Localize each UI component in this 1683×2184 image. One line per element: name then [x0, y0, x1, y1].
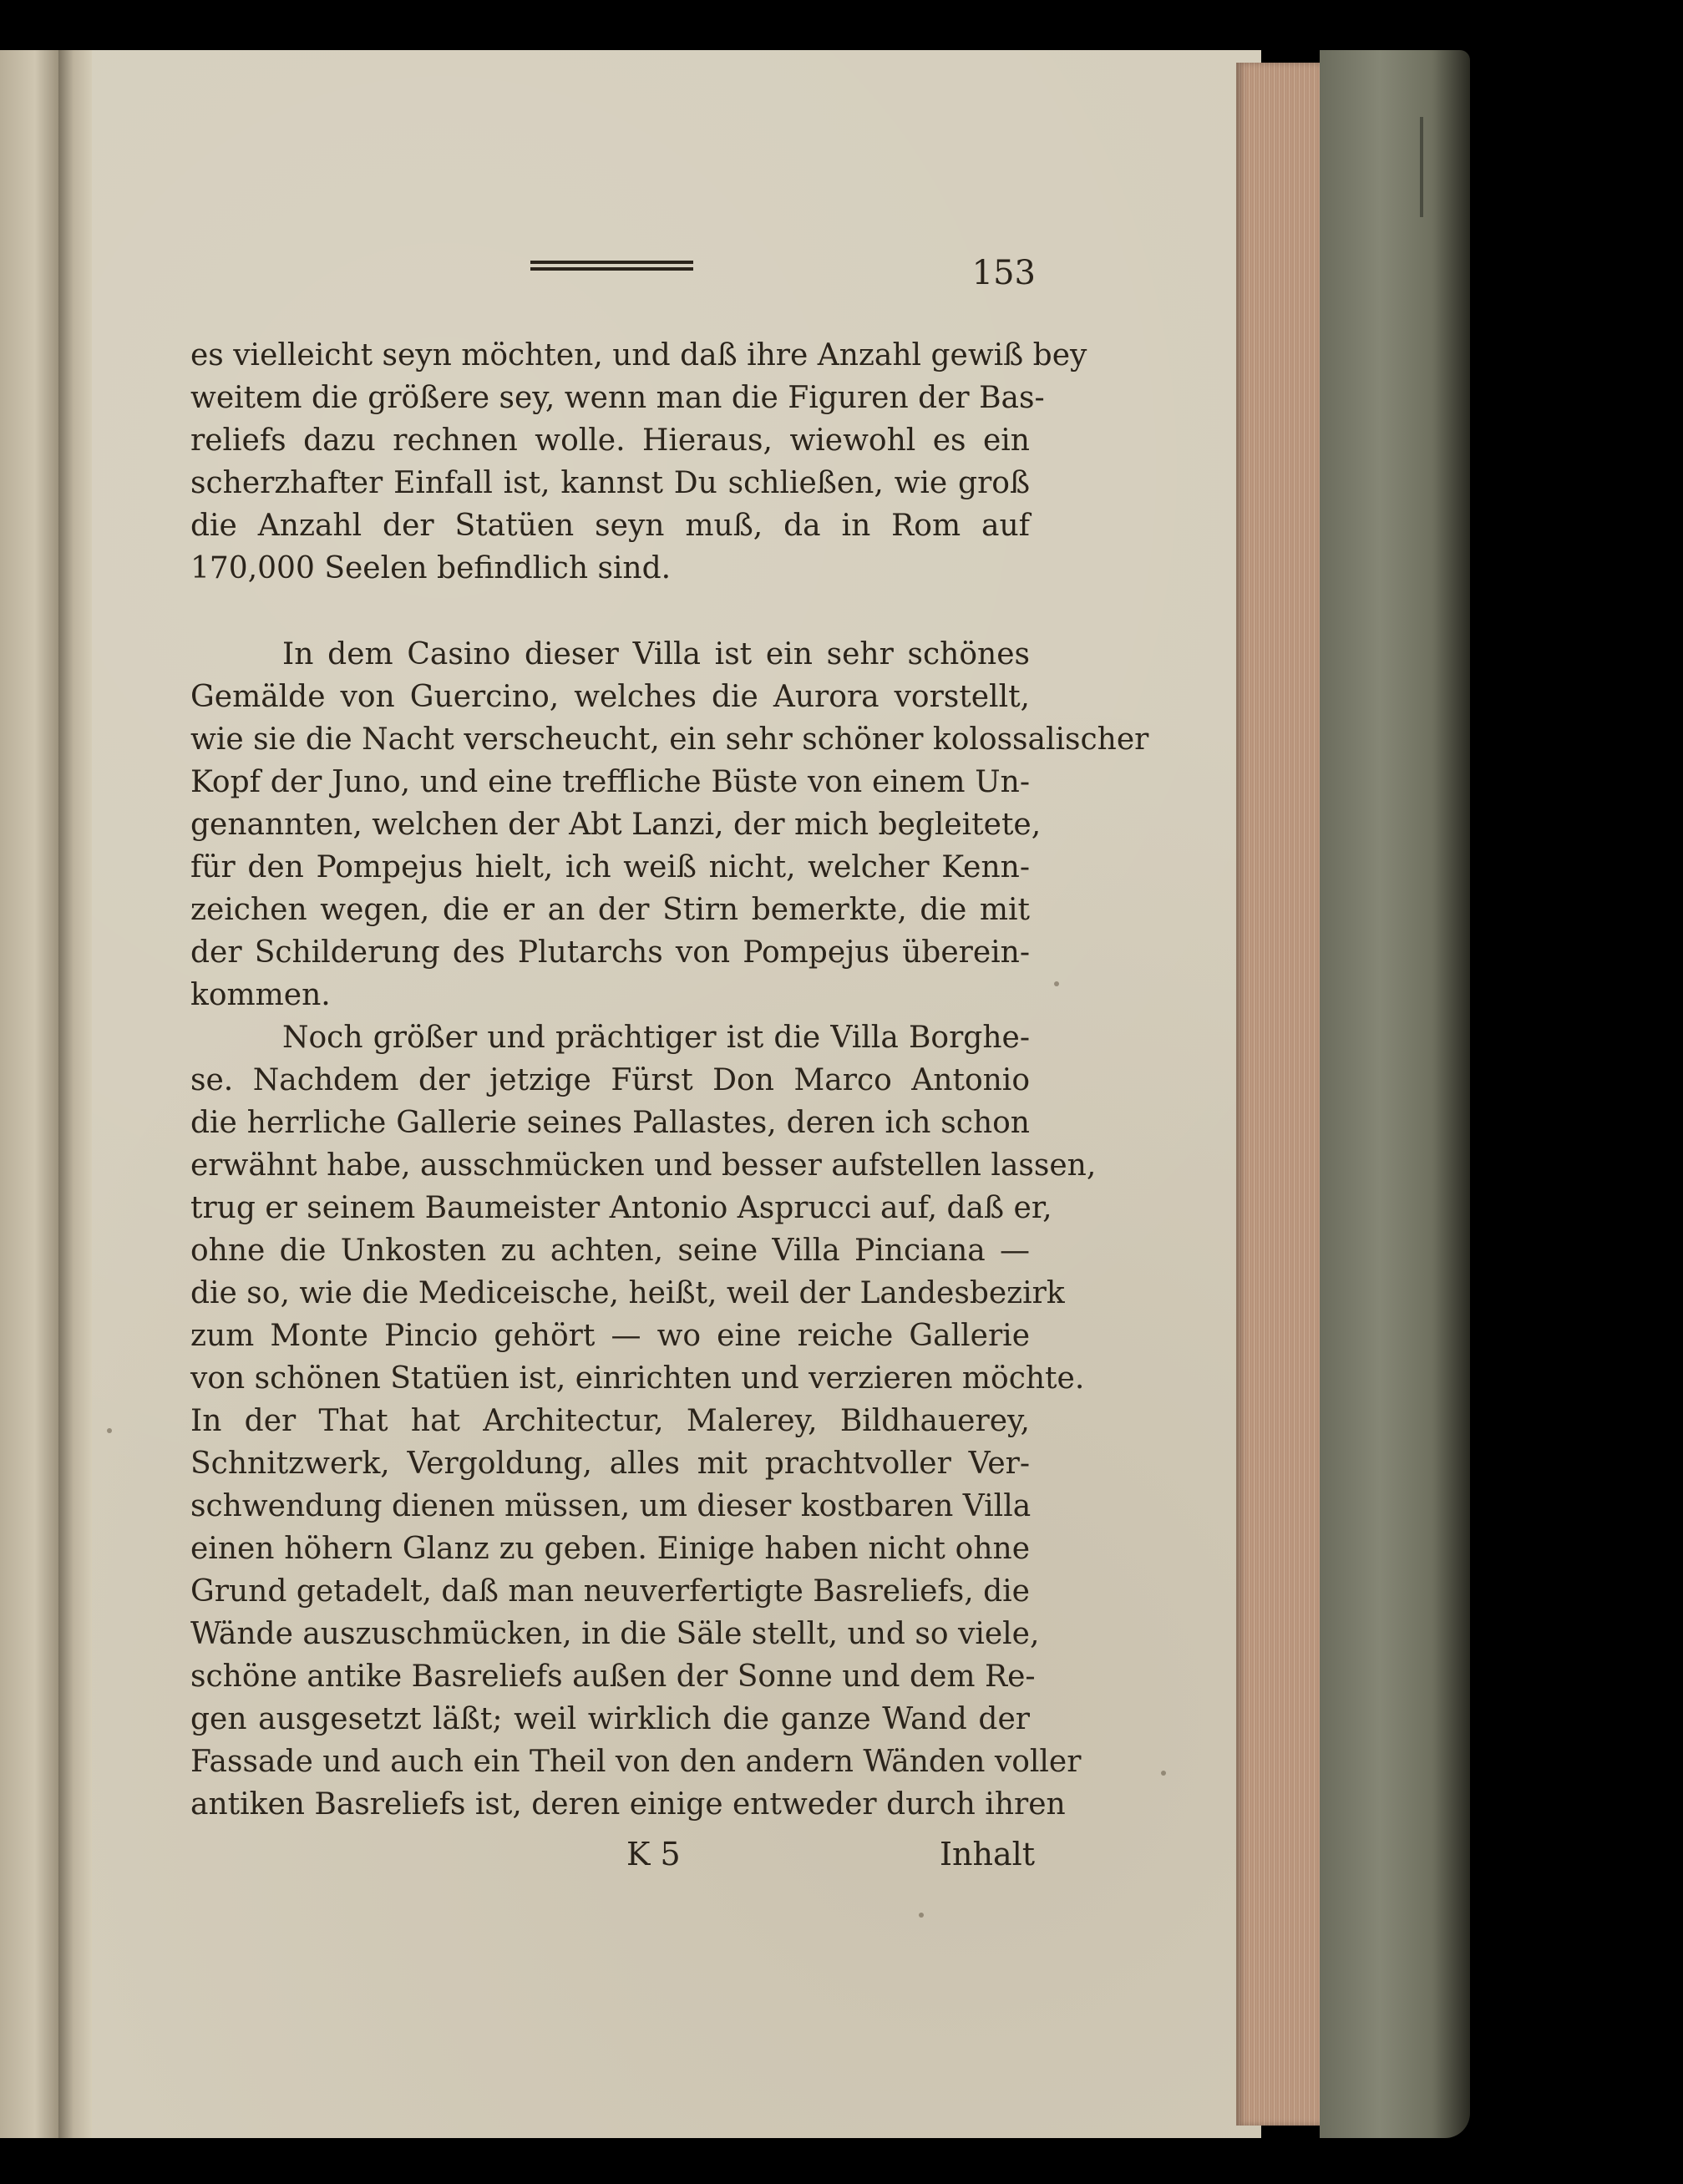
body-text	[190, 334, 1149, 1826]
book-cover	[1320, 50, 1470, 2138]
text-line: Noch größer und prächtiger ist die Villa Borghe-	[282, 1021, 1030, 1055]
text-line: genannten, welchen der Abt Lanzi, der mich begleitete,	[190, 808, 1042, 842]
text-line: Fassade und auch ein Theil von den andern Wänden voller	[190, 1745, 1082, 1779]
book-gutter	[58, 50, 92, 2138]
text-line: kommen.	[190, 978, 331, 1012]
paper-spot	[919, 1913, 924, 1918]
text-line: Schnitzwerk, Vergoldung, alles mit prachtvoller Ver-	[190, 1447, 1030, 1481]
text-line: zum Monte Pincio gehört — wo eine reiche Gallerie	[190, 1319, 1030, 1353]
text-line: In der That hat Architectur, Malerey, Bildhauerey,	[190, 1404, 1030, 1438]
text-line: Grund getadelt, daß man neuverfertigte Basreliefs, die	[190, 1574, 1030, 1609]
paragraph-gap	[190, 590, 1030, 633]
left-page-edge	[0, 50, 58, 2138]
text-line: scherzhafter Einfall ist, kannst Du schließen, wie groß	[190, 466, 1030, 500]
text-line: für den Pompejus hielt, ich weiß nicht, welcher Kenn-	[190, 850, 1030, 884]
text-line: zeichen wegen, die er an der Stirn bemerkte, die mit	[190, 893, 1030, 927]
text-line: erwähnt habe, ausschmücken und besser aufstellen lassen,	[190, 1148, 1097, 1183]
text-line: gen ausgesetzt läßt; weil wirklich die ganze Wand der	[190, 1702, 1030, 1736]
paper-spot	[1054, 981, 1059, 986]
catchword: Inhalt	[940, 1836, 1036, 1872]
text-line: In dem Casino dieser Villa ist ein sehr schönes	[282, 637, 1030, 671]
text-line: von schönen Statüen ist, einrichten und verzieren möchte.	[190, 1361, 1085, 1396]
text-line: einen höhern Glanz zu geben. Einige haben nicht ohne	[190, 1532, 1030, 1566]
text-line: die so, wie die Mediceische, heißt, weil der Landesbezirk	[190, 1276, 1065, 1310]
cover-mark	[1420, 117, 1448, 217]
text-line: weitem die größere sey, wenn man die Figuren der Bas-	[190, 381, 1045, 415]
text-line: se. Nachdem der jetzige Fürst Don Marco Antonio	[190, 1063, 1030, 1097]
text-line: 170,000 Seelen befindlich sind.	[190, 551, 672, 585]
text-line: trug er seinem Baumeister Antonio Asprucci auf, daß er,	[190, 1191, 1052, 1225]
text-line: die herrliche Gallerie seines Pallastes, deren ich schon	[190, 1106, 1030, 1140]
signature-mark: K 5	[626, 1836, 681, 1872]
text-line: schwendung dienen müssen, um dieser kostbaren Villa	[190, 1489, 1032, 1523]
text-line: schöne antike Basreliefs außen der Sonne und dem Re-	[190, 1660, 1036, 1694]
text-line: reliefs dazu rechnen wolle. Hieraus, wiewohl es ein	[190, 423, 1030, 458]
text-line: Gemälde von Guercino, welches die Aurora vorstellt,	[190, 680, 1030, 714]
header-rule	[530, 261, 693, 274]
text-line: Wände auszuschmücken, in die Säle stellt, und so viele,	[190, 1617, 1040, 1651]
text-line: Kopf der Juno, und eine treffliche Büste von einem Un-	[190, 765, 1030, 799]
paper-spot	[107, 1428, 112, 1433]
text-line: antiken Basreliefs ist, deren einige entweder durch ihren	[190, 1787, 1066, 1822]
text-line: es vielleicht seyn möchten, und daß ihre Anzahl gewiß bey	[190, 338, 1087, 372]
text-line: die Anzahl der Statüen seyn muß, da in Rom auf	[190, 509, 1030, 543]
text-line: ohne die Unkosten zu achten, seine Villa Pinciana —	[190, 1234, 1030, 1268]
page-block-edge	[1236, 63, 1320, 2126]
text-line: der Schilderung des Plutarchs von Pompejus überein-	[190, 935, 1030, 970]
paper-spot	[1161, 1771, 1166, 1776]
text-line: wie sie die Nacht verscheucht, ein sehr schöner kolossalischer	[190, 722, 1149, 757]
page-number: 153	[971, 254, 1036, 292]
